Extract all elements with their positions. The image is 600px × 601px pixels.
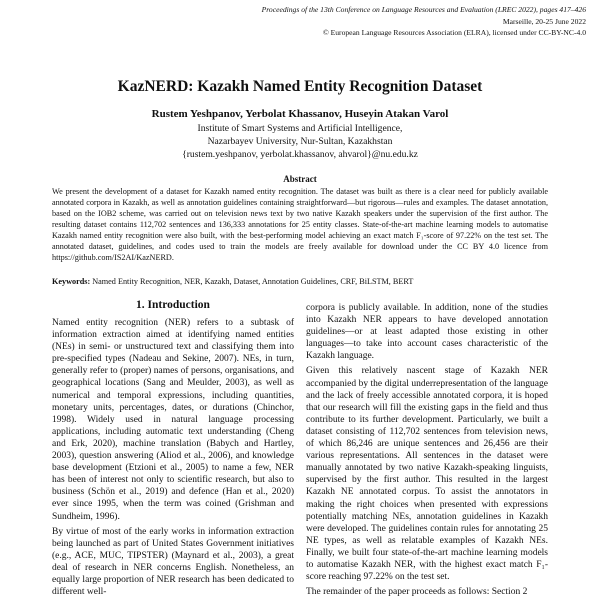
intro-paragraph-4: Given this relatively nascent stage of Kazakh NER accompanied by the digital underrepresentation of the language and the lack of freely accessible annotated corpora, it is hoped that our research will fill the existing gaps in the field and thus contribute to its further development. Particularly, we built a dataset consisting of 112,702 sentences from television news, of which 86,246 are unique sentences and 26,456 are their various representations. All sentences in the dataset were manually annotated by two native Kazakh-speaking linguists, supervised by the first author. This resulted in the largest Kazakh NE annotated corpus. To assist the annotators in making the right choices when presented with expressions potentially matching NEs, annotation guidelines in Kazakh were developed. The guidelines contain rules for annotating 25 NE types, as well as relatable examples of Kazakh NEs. Finally, we built four state-of-the-art machine learning models to automatise Kazakh NER, with the highest exact match F₁-score reaching 97.22% on the test set. (306, 366, 548, 583)
intro-paragraph-5: The remainder of the paper proceeds as follows: Section 2 (306, 587, 528, 598)
authors: Rustem Yeshpanov, Yerbolat Khassanov, Huseyin Atakan Varol (151, 108, 449, 120)
keywords-text: Named Entity Recognition, NER, Kazakh, Dataset, Annotation Guidelines, CRF, BiLSTM, BERT (92, 277, 414, 286)
keywords-label: Keywords: (52, 277, 91, 286)
intro-paragraph-1: Named entity recognition (NER) refers to a subtask of information extraction aimed at identifying named entities (NEs) in semi- or unstructured text and classifying them into pre-specified types (Nadeau and Sekine, 2007). NEs, in turn, generally refer to (proper) names of persons, organisations, and geographical locations (Sang and Meulder, 2003), as well as numerical and temporal expressions, including quantities, monetary units, percentages, dates, or durations (Chinchor, 1998). Widely used in natural language processing applications, including automatic text understanding (Cheng and Erk, 2020), machine translation (Babych and Hartley, 2003), question answering (Aliod et al., 2006), and knowledge base development (Etzioni et al., 2005) to name a few, NER has been of interest not only to scientific research, but also to business (Schön et al., 2019) and defence (Han et al., 2020) ever since 1995, when the term was coined (Grishman and Sundheim, 1996). (52, 318, 294, 522)
affiliation-block (0, 122, 600, 161)
right-column (306, 302, 548, 601)
left-column (52, 317, 294, 601)
affiliation-institute: Institute of Smart Systems and Artificial Intelligence, (197, 123, 403, 134)
intro-paragraph-2: By virtue of most of the early works in information extraction being launched as part of United States Government initiatives (e.g., ACE, MUC, TIPSTER) (Maynard et al., 2003), a great deal of research in NER concerns English. Nonetheless, an equally large proportion of NER research has been dedicated to different well- (52, 526, 294, 598)
paper-title: KazNERD: Kazakh Named Entity Recognition Dataset (117, 78, 483, 95)
abstract-heading: Abstract (283, 174, 317, 184)
abstract-text: We present the development of a dataset for Kazakh named entity recognition. The dataset was built as there is a clear need for publicly available annotated corpora in Kazakh, as well as annotation guidelines containing straightforward—but rigorous—rules and examples. The dataset annotation, based on the IOB2 scheme, was carried out on television news text by two native Kazakh speakers under the supervision of the first author. The resulting dataset contains 112,702 sentences and 136,333 annotations for 25 entity classes. State-of-the-art machine learning models to automatise Kazakh named entity recognition were also built, with the best-performing model achieving an exact match F₁-score of 97.22% on the test set. The annotated dataset, guidelines, and codes used to train the models are freely available for download under the CC BY 4.0 licence from https://github.com/IS2AI/KazNERD. (52, 187, 548, 262)
location-line: Marseille, 20-25 June 2022 (502, 16, 586, 26)
proceedings-line: Proceedings of the 13th Conference on Language Resources and Evaluation (LREC 2022), pages 417–426 (261, 5, 586, 14)
section-heading-introduction: 1. Introduction (136, 299, 210, 311)
copyright-line: © European Language Resources Association (ELRA), licensed under CC-BY-NC-4.0 (322, 28, 586, 37)
keywords (52, 276, 548, 287)
intro-paragraph-3: corpora is publicly available. In addition, none of the studies into Kazakh NER appears to have developed annotation guidelines—or at least adapted those existing in other languages—to take into account cases characteristic of the Kazakh language. (306, 303, 548, 362)
affiliation-university: Nazarbayev University, Nur-Sultan, Kazakhstan (207, 136, 393, 147)
proceedings-header (262, 4, 586, 39)
author-emails: {rustem.yeshpanov, yerbolat.khassanov, ahvarol}@nu.edu.kz (182, 149, 418, 160)
